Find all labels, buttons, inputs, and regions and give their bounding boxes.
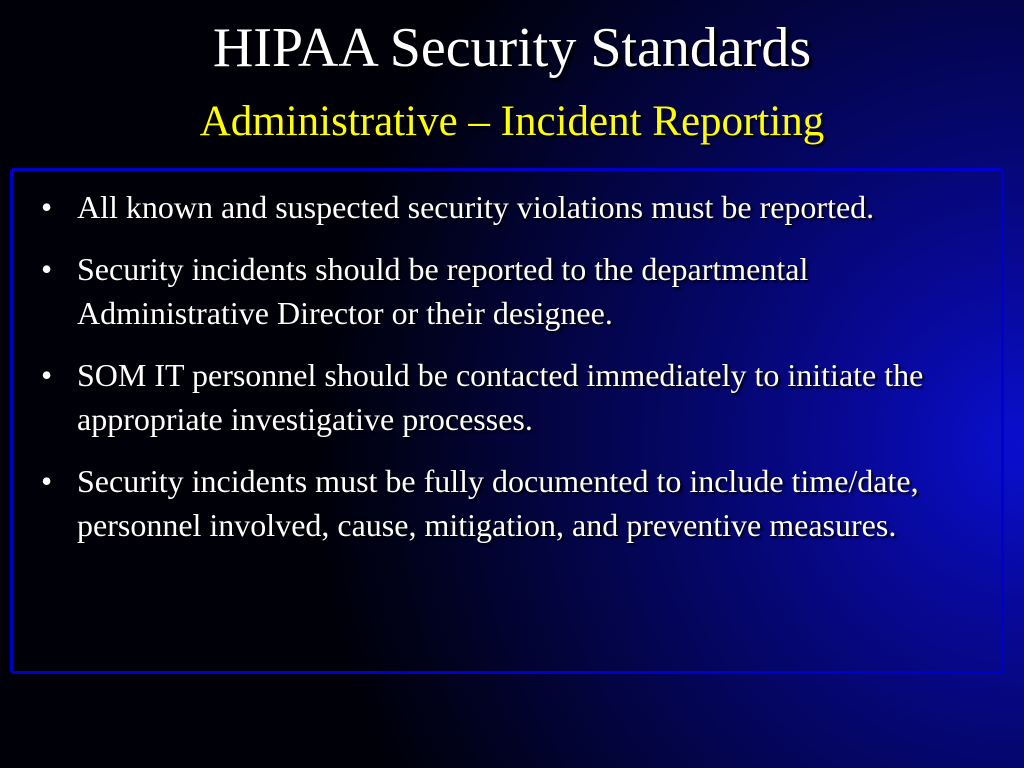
- bullet-item: [27, 459, 967, 547]
- bullet-text: SOM IT personnel should be contacted immediately to initiate the appropriate investigative processes.: [77, 357, 924, 437]
- bullet-text: Security incidents should be reported to the departmental Administrative Director or their designee.: [77, 251, 809, 331]
- bullet-list: [27, 185, 967, 565]
- bullet-text: All known and suspected security violations must be reported.: [77, 189, 875, 225]
- bullet-text: Security incidents must be fully documented to include time/date, personnel involved, cause, mitigation, and preventive measures.: [77, 463, 919, 543]
- bullet-icon: •: [41, 189, 53, 225]
- bullet-icon: •: [41, 357, 53, 393]
- slide-title: HIPAA Security Standards: [212, 17, 812, 79]
- bullet-icon: •: [41, 251, 53, 287]
- bullet-item: [27, 185, 967, 229]
- bullet-icon: •: [41, 463, 53, 499]
- bullet-item: [27, 353, 967, 441]
- slide-subtitle: Administrative – Incident Reporting: [199, 98, 825, 145]
- bullet-item: [27, 247, 967, 335]
- content-box: [10, 168, 1004, 674]
